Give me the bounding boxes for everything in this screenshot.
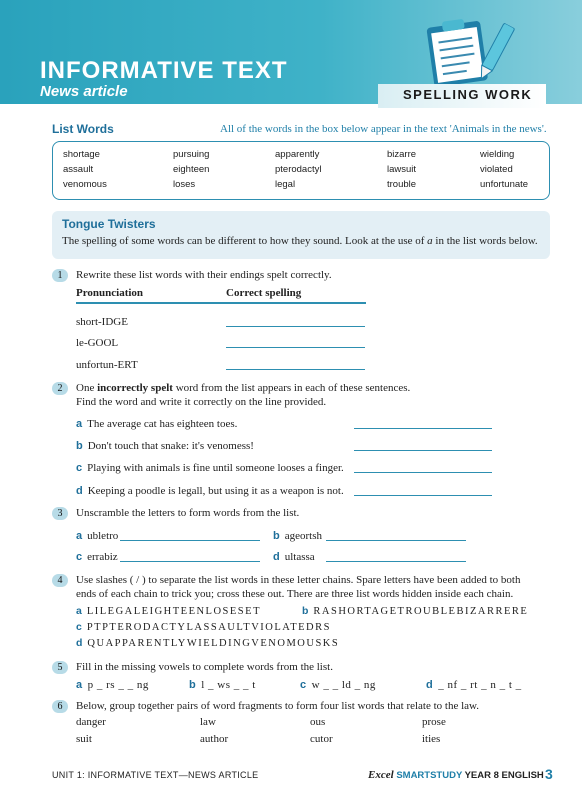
scrambled-word: c errabiz [76, 551, 118, 563]
pronunciation-item: le-GOOL [76, 337, 119, 349]
question-number: 4 [52, 574, 68, 587]
question-text: Below, group together pairs of word fragments to form four list words that relate to the law. [76, 700, 480, 712]
page-subtitle: News article [40, 83, 128, 100]
question-number: 2 [52, 382, 68, 395]
question-text: Use slashes ( / ) to separate the list words in these letter chains. Spare letters have been added to both [76, 574, 521, 586]
table-header-rule [76, 302, 366, 304]
question-text-line2: ends of each chain to trick you; cross these out. There are three list words hidden inside each chain. [76, 588, 514, 600]
question-text: Unscramble the letters to form words from the list. [76, 507, 300, 519]
question-number: 6 [52, 700, 68, 713]
word-fragment: law [200, 716, 216, 728]
answer-line[interactable] [226, 369, 365, 370]
vowel-puzzle[interactable]: b l _ ws _ _ t [189, 679, 256, 691]
list-word: lawsuit [387, 164, 417, 175]
answer-line[interactable] [120, 540, 260, 541]
tongue-twisters-title: Tongue Twisters [62, 217, 156, 231]
letter-chain[interactable]: b RASHORTAGETROUBLEBIZARRERE [302, 605, 529, 617]
sentence-item: a The average cat has eighteen toes. [76, 418, 238, 430]
answer-line[interactable] [120, 561, 260, 562]
list-word: assault [63, 164, 94, 175]
list-word: shortage [63, 149, 100, 160]
answer-line[interactable] [226, 347, 365, 348]
question-number: 5 [52, 661, 68, 674]
answer-line[interactable] [326, 561, 466, 562]
letter-chain[interactable]: d QUAPPARENTLYWIELDINGVENOMOUSKS [76, 637, 340, 649]
pronunciation-item: unfortun-ERT [76, 359, 138, 371]
footer-book-title: Excel SMARTSTUDY YEAR 8 ENGLISH [368, 769, 544, 781]
word-fragment: cutor [310, 733, 333, 745]
list-words-note: All of the words in the box below appear in the text 'Animals in the news'. [220, 123, 547, 135]
vowel-puzzle[interactable]: d _ nf _ rt _ n _ t _ [426, 679, 522, 691]
list-word: apparently [275, 149, 320, 160]
scrambled-word: b ageortsh [273, 530, 322, 542]
list-word: pursuing [173, 149, 210, 160]
page-title: INFORMATIVE TEXT [40, 57, 288, 84]
answer-line[interactable] [354, 450, 492, 451]
question-number: 1 [52, 269, 68, 282]
answer-line[interactable] [226, 326, 365, 327]
vowel-puzzle[interactable]: c w _ _ ld _ ng [300, 679, 376, 691]
list-word: bizarre [387, 149, 417, 160]
table-header-pronunciation: Pronunciation [76, 287, 144, 299]
question-text: Fill in the missing vowels to complete words from the list. [76, 661, 333, 673]
letter-chain[interactable]: a LILEGALEIGHTEENLOSESET [76, 605, 261, 617]
scrambled-word: d ultassa [273, 551, 315, 563]
section-label-text: SPELLING WORK [403, 87, 533, 102]
list-word: violated [480, 164, 513, 175]
word-fragment: ous [310, 716, 326, 728]
sentence-item: b Don't touch that snake: it's venomess! [76, 440, 254, 452]
list-word: venomous [63, 179, 107, 190]
sentence-item: d Keeping a poodle is legall, but using it as a weapon is not. [76, 485, 344, 497]
tongue-twisters-box [52, 211, 550, 259]
word-fragment: prose [422, 716, 446, 728]
list-word: unfortunate [480, 179, 529, 190]
question-text: One incorrectly spelt word from the list appears in each of these sentences. [76, 382, 411, 394]
table-header-correct-spelling: Correct spelling [226, 287, 302, 299]
question-number: 3 [52, 507, 68, 520]
answer-line[interactable] [354, 428, 492, 429]
scrambled-word: a ubletro [76, 530, 119, 542]
list-word: wielding [480, 149, 515, 160]
list-words-box [52, 141, 550, 200]
section-label [378, 84, 546, 108]
letter-chain[interactable]: c PTPTERODACTYLASSAULTVIOLATEDRS [76, 621, 331, 633]
tongue-twisters-text: The spelling of some words can be different to how they sound. Look at the use of a in the list words below. [62, 235, 538, 247]
page-number: 3 [545, 766, 553, 782]
answer-line[interactable] [354, 495, 492, 496]
word-fragment: author [200, 733, 229, 745]
pronunciation-item: short-IDGE [76, 316, 128, 328]
answer-line[interactable] [326, 540, 466, 541]
vowel-puzzle[interactable]: a p _ rs _ _ ng [76, 679, 149, 691]
answer-line[interactable] [354, 472, 492, 473]
footer-unit-label: UNIT 1: INFORMATIVE TEXT—NEWS ARTICLE [52, 770, 259, 780]
list-word: loses [173, 179, 196, 190]
list-words-title: List Words [52, 122, 114, 136]
question-text: Rewrite these list words with their endings spelt correctly. [76, 269, 332, 281]
list-word: trouble [387, 179, 417, 190]
list-word: eighteen [173, 164, 210, 175]
word-fragment: suit [76, 733, 92, 745]
sentence-item: c Playing with animals is fine until someone looses a finger. [76, 462, 344, 474]
word-fragment: ities [422, 733, 441, 745]
list-word: pterodactyl [275, 164, 322, 175]
list-word: legal [275, 179, 296, 190]
word-fragment: danger [76, 716, 106, 728]
question-text-line2: Find the word and write it correctly on the line provided. [76, 396, 327, 408]
